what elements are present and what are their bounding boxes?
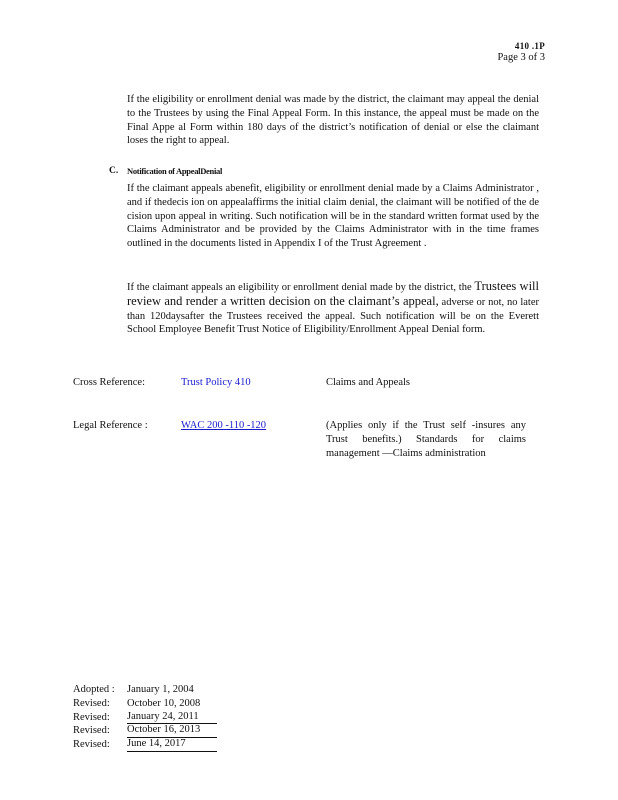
history-date: January 24, 2011 <box>127 711 217 725</box>
history-row <box>73 724 217 738</box>
history-date: June 14, 2017 <box>127 738 217 752</box>
history-date: October 10, 2008 <box>127 697 201 709</box>
history-date: January 1, 2004 <box>127 684 194 695</box>
section-letter: C. <box>109 166 119 176</box>
trustees-paragraph-intro: If the claimant appeals an eligibility or enrollment denial made by the district, the <box>127 282 472 293</box>
wac-link[interactable]: WAC 200 -110 -120 <box>181 420 267 431</box>
trust-policy-link[interactable]: Trust Policy 410 <box>181 377 251 388</box>
legal-reference-label: Legal Reference : <box>73 420 148 431</box>
history-date: October 16, 2013 <box>127 724 217 738</box>
history-label: Revised: <box>73 697 110 709</box>
history-row <box>73 738 217 752</box>
history-label: Adopted : <box>73 684 115 695</box>
district-denial-paragraph: If the eligibility or enrollment denial was made by the district, the claimant may appeal the denial to the Trustees by using the Final Appeal Form. In this instance, the appeal must be made on the Final Appe al Form within 180 days of the district’s notification of denial or else the claimant loses the right to appeal. <box>127 94 539 147</box>
history-row <box>73 711 217 725</box>
trustees-review-paragraph <box>127 280 539 337</box>
history-row <box>73 683 217 697</box>
trustees-paragraph-rest: adverse or not, no later than 120daysafter the Trustees received the appeal. Such notification will be on the Everett School Employee Benefit Trust Notice of Eligibility/Enrollment Appeal Denial form. <box>127 296 539 336</box>
history-row <box>73 697 217 711</box>
cross-reference-label: Cross Reference: <box>73 377 146 388</box>
claims-administrator-paragraph: If the claimant appeals abenefit, eligibility or enrollment denial made by a Claims Administrator , and if thedecis ion on appealaffirms the initial claim denial, the claimant will be notified of the de cision upon appeal in writing. Such notification will be in the standard written format used by the Claims Administrator and be provided by the Claims Administrator with in the time frames outlined in the documents listed in Appendix I of the Trust Agreement . <box>127 183 539 250</box>
history-label: Revised: <box>73 711 110 723</box>
legal-reference-description: (Applies only if the Trust self -insures any Trust benefits.) Standards for claims management —Claims administration <box>326 420 526 459</box>
history-label: Revised: <box>73 739 110 751</box>
policy-number: 410 .1P <box>514 41 545 51</box>
cross-reference-description: Claims and Appeals <box>326 377 410 388</box>
trustees-paragraph-emphasis: Trustees will review and render a written decision on the claimant’s appeal, <box>127 279 540 308</box>
revision-history <box>73 683 217 752</box>
section-title: Notification of AppealDenial <box>127 166 223 176</box>
history-label: Revised: <box>73 725 110 737</box>
page-number: Page 3 of 3 <box>497 52 545 63</box>
